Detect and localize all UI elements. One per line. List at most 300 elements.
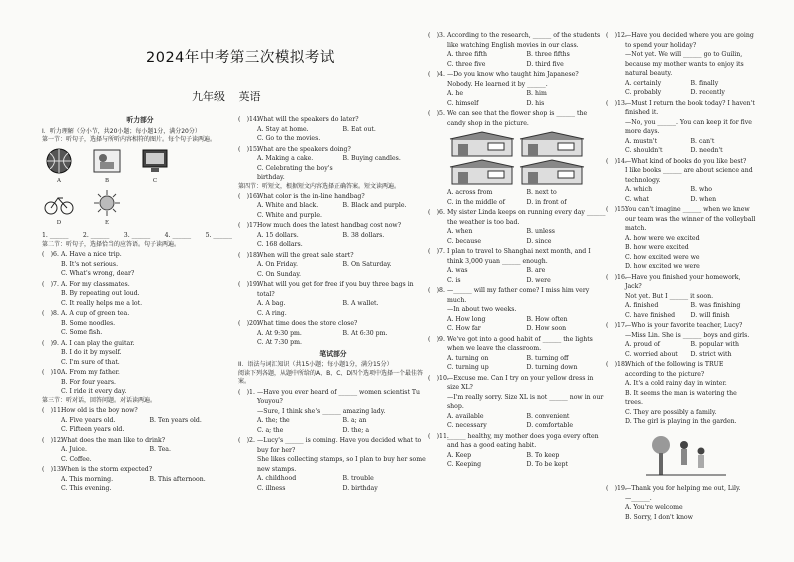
option: A. turning on — [447, 354, 489, 362]
question — [42, 339, 238, 368]
question-text: A. Have a nice trip. — [61, 251, 122, 259]
question-text: A. I can play the guitar. — [61, 339, 135, 347]
option: D. when — [690, 195, 717, 203]
questions-col3 — [428, 31, 606, 470]
question-stem — [238, 115, 428, 125]
option: C. because — [447, 237, 482, 245]
question-number: ( )10. — [42, 369, 63, 377]
question — [42, 250, 238, 279]
questions-col2b — [238, 192, 428, 348]
question-text: My sister Linda keeps on running every day ______ the weather is too bad. — [447, 209, 606, 226]
question-number: ( )6. — [42, 251, 59, 259]
options — [606, 234, 756, 272]
options — [238, 154, 428, 183]
question-text-2: —In about two weeks. — [447, 306, 517, 313]
option: C. Go to the movies. — [257, 135, 321, 142]
question — [238, 319, 428, 348]
computer-icon — [139, 146, 171, 176]
question — [606, 484, 756, 522]
question-stem — [238, 436, 428, 455]
question-text-2: Not yet. But I ______ it soon. — [625, 292, 714, 300]
option: D. since — [526, 237, 552, 245]
question-number: ( )8. — [428, 287, 445, 294]
option: B. For four years. — [61, 378, 116, 386]
option: A. A bag. — [257, 300, 286, 308]
question-number: ( )18. — [606, 361, 627, 368]
question-stem — [606, 99, 756, 118]
options — [238, 201, 428, 220]
options — [428, 412, 606, 431]
option: A. White and black. — [257, 202, 319, 210]
option: A. was — [447, 267, 468, 274]
option: B. was finishing — [690, 302, 741, 309]
question-text: —Thank you for helping me out, Lily. — [625, 485, 741, 492]
question — [606, 205, 756, 272]
answer-blank: 2. ______ — [82, 232, 110, 240]
option: A. You're welcome — [625, 504, 683, 511]
options — [238, 260, 428, 279]
option: C. It really helps me a lot. — [61, 299, 143, 307]
option: B. 38 dollars. — [342, 231, 385, 239]
option: B. How often — [526, 315, 568, 323]
question-text: What will the speakers do later? — [257, 116, 359, 123]
column-3 — [428, 30, 606, 562]
option: C. worried about — [625, 350, 678, 358]
options — [238, 231, 428, 250]
option: D. strict with — [690, 350, 732, 358]
option: D. How soon — [526, 325, 567, 332]
option: A. available — [447, 412, 484, 420]
exam-subtitle — [192, 88, 271, 104]
shop-icon — [518, 131, 586, 157]
listening-intro: I．听力理解（分小节，共20小题；每小题1分，满分20分） — [42, 127, 201, 135]
option: B. are — [526, 267, 546, 274]
question — [606, 157, 756, 205]
option: C. A ring. — [257, 309, 287, 317]
option: C. Fifteen years old. — [61, 426, 125, 434]
question-stem — [606, 205, 756, 234]
option: D. comfortable — [526, 422, 573, 429]
option: C. himself — [447, 99, 479, 107]
question-text-2: —I'm really sorry. Size XL is not ______ now in our shop. — [447, 393, 604, 410]
option: D. how excited we were — [625, 263, 700, 270]
part4-instructions: 第四节：听短文，根据短文内容选择正确答案。短文读两遍。 — [238, 182, 401, 190]
options — [428, 188, 606, 207]
option: D. turning down — [526, 364, 578, 371]
option: B. convenient — [526, 412, 570, 420]
question-text-2: She likes collecting stamps, so I plan to buy her some new stamps. — [257, 456, 426, 473]
question-number: ( )10. — [428, 374, 449, 382]
question-number: ( )9. — [42, 339, 59, 347]
sun-icon — [91, 188, 123, 218]
options — [42, 445, 238, 464]
column-2 — [238, 114, 428, 562]
option: C. three five — [447, 60, 486, 68]
option: A. Stay at home. — [257, 125, 309, 133]
questions-col1 — [42, 250, 238, 493]
option: A. Making a cake. — [257, 155, 314, 162]
option: B. It's not serious. — [61, 260, 119, 268]
question-text: —Have you ever heard of ______ women scientist Tu Youyou? — [257, 388, 421, 406]
picture-label: E — [104, 220, 109, 227]
question — [42, 368, 238, 397]
options — [42, 348, 238, 367]
question-number: ( )14. — [606, 157, 627, 165]
options — [42, 416, 238, 435]
question-text: —Who is your favorite teacher, Lucy? — [625, 322, 743, 329]
option: C. necessary — [447, 422, 487, 429]
question-stem — [238, 251, 428, 261]
option: D. The girl is playing in the garden. — [625, 418, 737, 425]
question-number: ( )1. — [238, 388, 255, 396]
options — [606, 379, 756, 427]
option: B. I do it by myself. — [61, 349, 122, 357]
family-picture — [606, 429, 756, 483]
option: B. Black and purple. — [342, 202, 407, 210]
question-text: According to the research, ______ of the students like watching English movies in our class. — [447, 32, 601, 49]
options — [606, 301, 756, 320]
question-text: We've got into a good habit of ______ the lights when we leave the classroom. — [447, 335, 593, 352]
option: B. On Saturday. — [342, 261, 392, 269]
question-number: ( )7. — [42, 280, 59, 288]
option: B. By repeating out loud. — [61, 290, 140, 298]
question-text: A. A cup of green tea. — [61, 310, 130, 318]
options — [428, 315, 606, 334]
question — [606, 360, 756, 482]
option: D. were — [526, 276, 551, 284]
column-1 — [42, 114, 238, 562]
option: B. three fifths — [526, 51, 570, 58]
option: A. when — [447, 228, 473, 235]
option: A. childhood — [257, 475, 297, 483]
questions-col2c — [238, 388, 428, 494]
option: B. This afternoon. — [149, 475, 206, 483]
question-text-2: I like books ______ are about science and technology. — [625, 167, 753, 184]
option: A. At 9:30 pm. — [257, 329, 302, 337]
question-text: —Have you finished your homework, Jack? — [625, 273, 741, 290]
question-stem — [606, 321, 756, 331]
question — [606, 31, 756, 98]
option: D. birthday — [342, 484, 378, 492]
question-text: —What kind of books do you like best? — [625, 157, 747, 165]
question-stem — [42, 280, 238, 290]
question-number: ( )3. — [428, 32, 445, 39]
option: A. Five years old. — [61, 416, 116, 424]
picture-label: A — [57, 178, 61, 185]
option: A. how were we excited — [625, 234, 700, 242]
question-number: ( )9. — [428, 335, 445, 343]
question — [42, 436, 238, 465]
subject-label: 英语 — [238, 90, 261, 103]
question-stem — [42, 465, 238, 475]
option: C. probably — [625, 89, 662, 96]
question-number: ( )7. — [428, 248, 445, 255]
family-garden-icon — [646, 429, 726, 479]
question-number: ( )13. — [606, 99, 627, 107]
question-number: ( )14. — [238, 116, 259, 123]
option: B. finally — [690, 79, 719, 87]
option: D. third five — [526, 60, 564, 68]
picture-label: D — [56, 220, 62, 227]
question-text: When is the storm expected? — [61, 466, 153, 474]
option: C. what — [625, 195, 649, 203]
option: A. mustn't — [625, 137, 658, 145]
options — [428, 227, 606, 246]
question-stem — [606, 31, 756, 50]
question-text: How old is the boy now? — [61, 407, 138, 415]
question-text: ______ healthy, my mother does yoga every often and has a good eating habit. — [447, 432, 599, 449]
shop-picture — [428, 130, 597, 186]
shop-icon — [518, 159, 586, 185]
options — [428, 50, 606, 69]
option: B. popular with — [690, 341, 739, 348]
option: B. him — [526, 90, 547, 97]
question-text: A. For my classmates. — [61, 280, 130, 288]
question-number: ( )11. — [428, 432, 449, 440]
option: B. who — [690, 186, 712, 193]
question-stem — [606, 484, 756, 494]
option: C. At 7:30 pm. — [257, 339, 302, 347]
question — [428, 109, 606, 207]
option: A. certainly — [625, 79, 662, 87]
question-text: A. From my father. — [61, 369, 120, 377]
options — [606, 503, 756, 522]
options — [428, 266, 606, 285]
question — [606, 273, 756, 321]
shop-icon — [448, 131, 516, 157]
question-stem — [428, 31, 606, 50]
question-text-2: —No, you ______. You can keep it for five more days. — [625, 118, 752, 135]
option: C. a; the — [257, 426, 284, 434]
question — [428, 208, 606, 246]
question-stem — [42, 250, 238, 260]
options — [238, 474, 428, 493]
question — [428, 432, 606, 470]
question-stem — [428, 335, 606, 354]
question-stem — [428, 208, 606, 227]
option: A. This morning. — [61, 475, 114, 483]
options — [606, 185, 756, 204]
question-number: ( )8. — [42, 310, 59, 318]
question — [42, 309, 238, 338]
picture-option — [138, 146, 172, 188]
question-stem — [428, 247, 606, 266]
shop-icon — [448, 159, 516, 185]
writing-section-title: 笔试部分 — [319, 349, 347, 358]
option: B. To keep — [526, 451, 560, 459]
question — [606, 99, 756, 156]
option: A. Juice. — [61, 446, 87, 454]
question — [42, 280, 238, 309]
question-text: You can't imagine ______ when we knew our team was the winner of the volleyball match. — [625, 206, 756, 232]
question-text-2: —Miss Lin. She is ______ boys and girls. — [625, 331, 750, 339]
listening-section-title: 听力部分 — [126, 116, 154, 124]
option: A. proud of — [625, 341, 660, 348]
option: B. next to — [526, 189, 557, 196]
question-text: Which of the following is TRUE according to the picture? — [625, 361, 724, 378]
writing-intro: II．语法与词汇知识（共15小题；每小题1分，满分15分） — [238, 361, 393, 369]
question-number: ( )17. — [606, 322, 627, 329]
option: A. How long — [447, 315, 486, 323]
question-number: ( )19. — [606, 485, 627, 492]
option: A. which — [625, 186, 653, 193]
question-text: How much does the latest handbag cost now? — [257, 222, 402, 230]
question — [428, 335, 606, 373]
option: B. turning off — [526, 354, 569, 362]
question-text-2: Nobody. He learned it by ______. — [447, 80, 548, 88]
option: C. have finished — [625, 311, 676, 319]
question-text: —Have you decided where you are going to spend your holiday? — [625, 32, 754, 49]
options — [428, 451, 606, 470]
option: C. They are possibly a family. — [625, 408, 717, 416]
option: C. illness — [257, 484, 286, 492]
question-text: —Do you know who taught him Japanese? — [447, 71, 579, 78]
question-stem — [238, 192, 428, 202]
option: B. trouble — [342, 475, 374, 483]
option: B. Tea. — [149, 446, 171, 454]
question-text: We can see that the flower shop is ______ the candy shop in the picture. — [447, 110, 588, 127]
question-stem — [606, 157, 756, 167]
questions-col2a — [238, 115, 428, 183]
question-text: —Excuse me. Can I try on your yellow dress in size XL? — [447, 374, 594, 391]
question-stem — [42, 406, 238, 416]
question-text: —Lucy's ______ is coming. Have you decided what to buy for her? — [257, 437, 422, 454]
question — [238, 145, 428, 183]
column-4 — [606, 30, 756, 562]
options — [238, 416, 428, 435]
options — [42, 289, 238, 308]
question-number: ( )12. — [42, 436, 63, 444]
question-number: ( )18. — [238, 251, 259, 259]
options — [428, 354, 606, 373]
question-number: ( )16. — [606, 273, 627, 281]
option: B. Buying candles. — [342, 155, 401, 162]
picture-label: B — [104, 178, 110, 185]
question — [42, 465, 238, 494]
question-stem — [238, 145, 428, 155]
question-text: I plan to travel to Shanghai next month, and I think 3,000 yuan ______ enough. — [447, 248, 591, 265]
option: C. Some fish. — [61, 329, 103, 337]
question-stem — [428, 286, 606, 305]
question-text: When will the great sale start? — [257, 251, 354, 259]
option: C. in the middle of — [447, 198, 505, 206]
picture-option — [42, 146, 76, 188]
question — [428, 374, 606, 431]
questions-col4 — [606, 31, 756, 522]
question-stem — [238, 388, 428, 407]
options — [238, 329, 428, 348]
question-text: —______ will my father come? I miss him very much. — [447, 287, 590, 304]
question — [606, 321, 756, 359]
option: A. finished — [625, 302, 659, 309]
question — [238, 221, 428, 250]
question-number: ( )12. — [606, 32, 627, 39]
option: D. in front of — [526, 198, 567, 206]
options — [606, 79, 756, 98]
picture-option — [42, 188, 76, 230]
question-stem — [428, 432, 606, 451]
option: B. unless — [526, 228, 555, 235]
option: C. On Sunday. — [257, 270, 301, 278]
option: C. is — [447, 276, 461, 284]
options — [42, 319, 238, 338]
question-number: ( )17. — [238, 222, 259, 230]
option: C. Celebrating the boy's birthday. — [257, 164, 333, 181]
question-number: ( )13. — [42, 466, 63, 474]
option: B. Ten years old. — [149, 416, 202, 424]
options — [42, 378, 238, 397]
answer-blank: 4. ______ — [164, 232, 192, 240]
option: C. turning up — [447, 364, 489, 371]
option: B. can't — [690, 137, 715, 145]
question-number: ( )11. — [42, 407, 63, 415]
answer-blank: 1. ______ — [42, 232, 69, 240]
options — [606, 137, 756, 156]
question-text: What time does the store close? — [257, 320, 358, 328]
question-text-2: —______. — [625, 494, 652, 502]
question-number: ( )2. — [238, 437, 255, 445]
question — [238, 280, 428, 318]
question-stem — [238, 280, 428, 299]
question — [428, 70, 606, 108]
option: A. It's a cold rainy day in winter. — [625, 380, 727, 387]
option: D. the; a — [342, 426, 370, 434]
option: C. I'm sure of that. — [61, 358, 120, 366]
question-number: ( )15. — [606, 206, 627, 213]
option: C. Coffee. — [61, 455, 92, 463]
bicycle-icon — [43, 188, 75, 218]
question-number: ( )16. — [238, 192, 259, 200]
options — [606, 340, 756, 359]
option: B. a; an — [342, 417, 367, 425]
option: A. Keep — [447, 451, 472, 459]
question-number: ( )20. — [238, 320, 259, 328]
question — [238, 115, 428, 144]
option: C. This evening. — [61, 485, 112, 493]
question — [238, 388, 428, 436]
option: C. White and purple. — [257, 211, 322, 219]
question-number: ( )19. — [238, 281, 259, 289]
option: B. Some noodles. — [61, 319, 116, 327]
writing-instructions: 阅读下列各题，从题中所给的A、B、C、D四个选项中选择一个最佳答案。 — [238, 369, 424, 386]
question-text: What color is the in-line handbag? — [257, 192, 365, 200]
question-stem — [606, 360, 756, 379]
option: A. 15 dollars. — [257, 231, 299, 239]
option: A. On Friday. — [257, 261, 298, 269]
option: C. 168 dollars. — [257, 241, 303, 249]
option: A. the; the — [257, 417, 290, 425]
options — [42, 475, 238, 494]
answer-blank: 3. ______ — [123, 232, 151, 240]
question-text: What does the man like to drink? — [61, 436, 166, 444]
option: B. A wallet. — [342, 300, 379, 308]
part2-instructions: 第二节：听句子，选择恰当的应答语。句子读两遍。 — [42, 240, 181, 248]
question-stem — [428, 70, 606, 80]
option: C. shouldn't — [625, 147, 663, 154]
option: B. At 6:30 pm. — [342, 329, 388, 337]
exam-title: 2024年中考第三次模拟考试 — [146, 50, 335, 66]
question-stem — [42, 339, 238, 349]
question-text-2: —Sure, I think she's ______ amazing lady. — [257, 407, 386, 415]
option: C. Keeping — [447, 461, 482, 468]
question — [238, 251, 428, 280]
question-number: ( )4. — [428, 71, 445, 78]
question-stem — [238, 319, 428, 329]
question-stem — [606, 273, 756, 292]
question — [428, 31, 606, 69]
option: C. how excited were we — [625, 253, 700, 261]
question-stem — [428, 109, 606, 128]
